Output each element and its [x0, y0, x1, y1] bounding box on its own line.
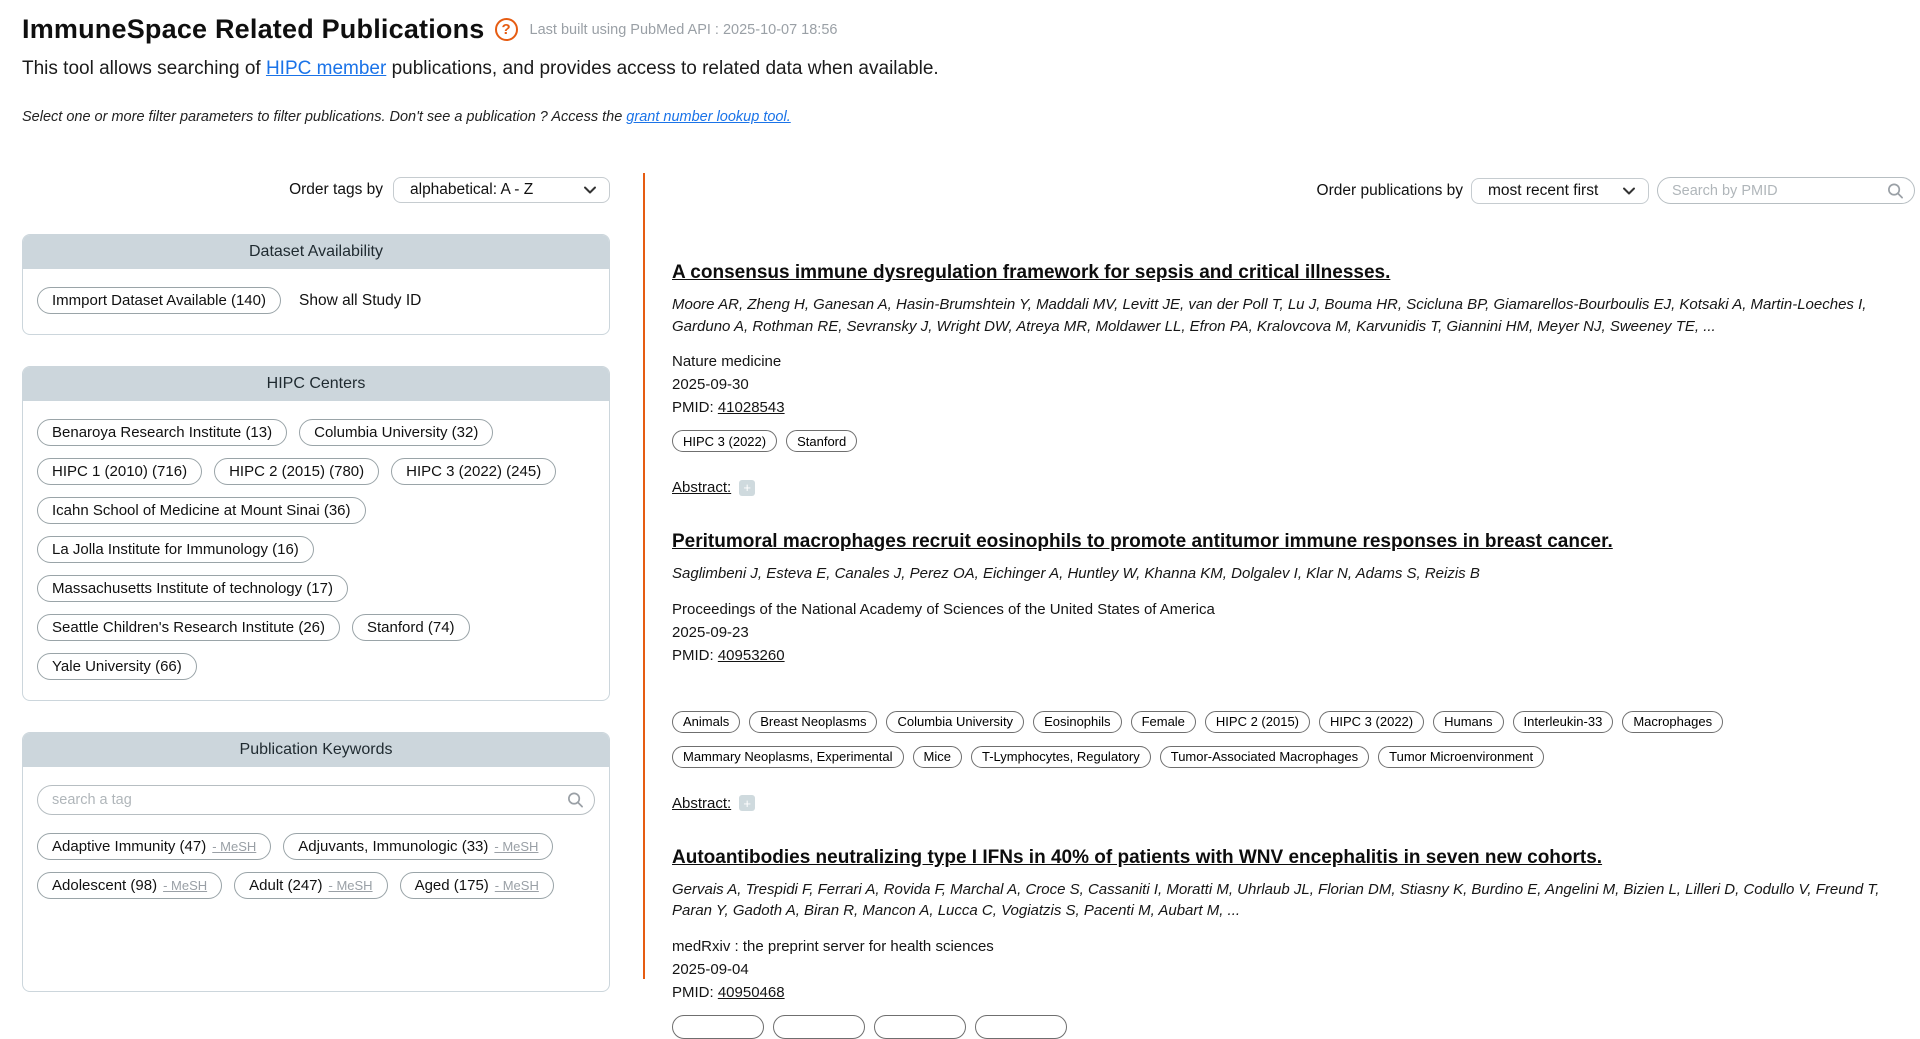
publication-journal: medRxiv : the preprint server for health sciences [672, 935, 1915, 958]
tag-pill-center[interactable]: Yale University (66) [37, 653, 197, 680]
panel-title: Publication Keywords [23, 733, 609, 767]
tag-pill[interactable]: Animals [672, 711, 740, 733]
pmid-link[interactable]: 41028543 [718, 399, 785, 416]
filter-note [22, 109, 1920, 125]
help-icon[interactable]: ? [495, 18, 518, 41]
publication-pmid-row [672, 644, 1915, 667]
publication-authors: Saglimbeni J, Esteva E, Canales J, Perez OA, Eichinger A, Huntley W, Khanna KM, Dolgalev I, Klar N, Adams S, Reizis B [672, 563, 1915, 585]
column-divider [643, 173, 645, 979]
search-icon [567, 792, 584, 809]
tag-pill-center[interactable]: Seattle Children's Research Institute (26) [37, 614, 340, 641]
tag-pill-center[interactable]: Icahn School of Medicine at Mount Sinai (36) [37, 497, 366, 524]
tag-pill[interactable]: Columbia University [886, 711, 1024, 733]
tag-pill[interactable]: Humans [1433, 711, 1503, 733]
keyword-label: Aged (175) [415, 877, 489, 894]
tag-pill[interactable]: HIPC 2 (2015) [1205, 711, 1310, 733]
tag-pill[interactable] [975, 1015, 1067, 1039]
mesh-link[interactable]: - MeSH [163, 878, 207, 893]
mesh-link[interactable]: - MeSH [212, 839, 256, 854]
order-publications-label: Order publications by [1317, 182, 1463, 200]
page-title: ImmuneSpace Related Publications [22, 14, 485, 45]
mesh-link[interactable]: - MeSH [495, 878, 539, 893]
tag-pill-keyword[interactable] [400, 872, 554, 899]
tag-pill-keyword[interactable] [283, 833, 553, 860]
tag-pill-center[interactable]: Stanford (74) [352, 614, 470, 641]
publications-main [672, 177, 1915, 1039]
tag-pill-keyword[interactable] [37, 833, 271, 860]
intro-suffix: publications, and provides access to related data when available. [386, 58, 938, 79]
grant-lookup-link[interactable]: grant number lookup tool. [626, 109, 790, 125]
panel-title: Dataset Availability [23, 235, 609, 269]
publication-journal: Proceedings of the National Academy of Sciences of the United States of America [672, 598, 1915, 621]
build-info: Last built using PubMed API : 2025-10-07 18:56 [530, 22, 838, 38]
keyword-label: Adult (247) [249, 877, 322, 894]
tag-pill-center[interactable]: HIPC 3 (2022) (245) [391, 458, 556, 485]
filters-sidebar [22, 177, 610, 992]
pmid-label: PMID: [672, 984, 714, 1001]
tag-pill[interactable]: T-Lymphocytes, Regulatory [971, 746, 1151, 768]
tag-pill-center[interactable]: Columbia University (32) [299, 419, 493, 446]
pmid-label: PMID: [672, 647, 714, 664]
publication-entry [672, 204, 1915, 496]
abstract-link[interactable]: Abstract: [672, 479, 731, 496]
publication-title-link[interactable]: A consensus immune dysregulation framework for sepsis and critical illnesses. [672, 261, 1390, 285]
tag-pill-keyword[interactable] [234, 872, 387, 899]
tag-pill[interactable]: Tumor-Associated Macrophages [1160, 746, 1369, 768]
abstract-link[interactable]: Abstract: [672, 795, 731, 812]
tag-search-input[interactable] [37, 785, 595, 815]
intro-text [22, 58, 1920, 80]
tag-pill[interactable]: Mammary Neoplasms, Experimental [672, 746, 904, 768]
keyword-label: Adjuvants, Immunologic (33) [298, 838, 488, 855]
panel-title: HIPC Centers [23, 367, 609, 401]
pmid-link[interactable]: 40953260 [718, 647, 785, 664]
publication-entry [672, 496, 1915, 812]
intro-prefix: This tool allows searching of [22, 58, 266, 79]
keyword-label: Adaptive Immunity (47) [52, 838, 206, 855]
hipc-member-link[interactable]: HIPC member [266, 58, 386, 79]
order-publications-select[interactable] [1471, 178, 1649, 204]
tag-pill[interactable] [672, 1015, 764, 1039]
dataset-availability-panel [22, 234, 610, 335]
publication-date: 2025-09-04 [672, 958, 1915, 981]
chevron-down-icon [583, 183, 597, 197]
mesh-link[interactable]: - MeSH [494, 839, 538, 854]
pmid-label: PMID: [672, 399, 714, 416]
pmid-link[interactable]: 40950468 [718, 984, 785, 1001]
note-prefix: Select one or more filter parameters to filter publications. Don't see a publication ? Access the [22, 109, 626, 125]
tag-pill[interactable]: Macrophages [1622, 711, 1723, 733]
tag-pill[interactable]: HIPC 3 (2022) [672, 430, 777, 452]
tag-pill[interactable]: Eosinophils [1033, 711, 1122, 733]
order-tags-value: alphabetical: A - Z [410, 181, 533, 199]
tag-pill[interactable]: Breast Neoplasms [749, 711, 877, 733]
publication-title-link[interactable]: Peritumoral macrophages recruit eosinophils to promote antitumor immune responses in breast cancer. [672, 530, 1613, 554]
order-tags-label: Order tags by [289, 181, 383, 199]
tag-pill[interactable]: Mice [913, 746, 962, 768]
publication-journal: Nature medicine [672, 350, 1915, 373]
tag-pill[interactable]: Stanford [786, 430, 857, 452]
publication-pmid-row [672, 981, 1915, 1004]
tag-pill-center[interactable]: HIPC 2 (2015) (780) [214, 458, 379, 485]
tag-pill[interactable]: HIPC 3 (2022) [1319, 711, 1424, 733]
tag-pill[interactable]: Tumor Microenvironment [1378, 746, 1544, 768]
expand-abstract-icon[interactable]: + [739, 480, 755, 496]
publication-pmid-row [672, 396, 1915, 419]
tag-pill[interactable] [773, 1015, 865, 1039]
tag-pill-center[interactable]: Massachusetts Institute of technology (17) [37, 575, 348, 602]
order-publications-value: most recent first [1488, 182, 1598, 200]
publication-keywords-panel [22, 732, 610, 992]
show-all-study-id[interactable]: Show all Study ID [299, 292, 421, 310]
tag-pill-center[interactable]: Benaroya Research Institute (13) [37, 419, 287, 446]
publication-authors: Moore AR, Zheng H, Ganesan A, Hasin-Brumshtein Y, Maddali MV, Levitt JE, van der Poll T, Lu J, Bouma HR, Scicluna BP, Giamarellos-Bourboulis EJ, Kotsaki A, Martin-Loeches I, Garduno A, Rothman RE, Sevransky J, Wright DW, Atreya MR, Moldawer LL, Efron PA, Kralovcova M, Karvunidis T, Giannini HM, Meyer NJ, Sweeney TE, ... [672, 294, 1915, 338]
page-header [0, 0, 1920, 125]
hipc-centers-panel [22, 366, 610, 701]
tag-pill[interactable] [874, 1015, 966, 1039]
publication-authors: Gervais A, Trespidi F, Ferrari A, Rovida F, Marchal A, Croce S, Cassaniti I, Moratti M, Uhrlaub JL, Florian DM, Stiasny K, Burdino E, Angelini M, Bizien L, Lilleri D, Codullo V, Freund T, Paran Y, Gadoth A, Biran R, Mancon A, Lucca C, Vogiatzis S, Pacenti M, Aubart M, ... [672, 879, 1915, 923]
tag-pill-immport-dataset[interactable]: Immport Dataset Available (140) [37, 287, 281, 314]
pmid-search-input[interactable] [1657, 177, 1915, 204]
tag-pill[interactable]: Female [1131, 711, 1196, 733]
tag-pill-keyword[interactable] [37, 872, 222, 899]
order-tags-select[interactable] [393, 177, 610, 203]
chevron-down-icon [1622, 184, 1636, 198]
keyword-label: Adolescent (98) [52, 877, 157, 894]
publication-date: 2025-09-23 [672, 621, 1915, 644]
mesh-link[interactable]: - MeSH [329, 878, 373, 893]
tag-pill-center[interactable]: La Jolla Institute for Immunology (16) [37, 536, 314, 563]
expand-abstract-icon[interactable]: + [739, 795, 755, 811]
tag-pill-center[interactable]: HIPC 1 (2010) (716) [37, 458, 202, 485]
search-icon [1887, 182, 1904, 199]
publication-date: 2025-09-30 [672, 373, 1915, 396]
tag-pill[interactable]: Interleukin-33 [1513, 711, 1614, 733]
publication-title-link[interactable]: Autoantibodies neutralizing type I IFNs in 40% of patients with WNV encephalitis in seven new cohorts. [672, 846, 1602, 870]
publication-entry [672, 812, 1915, 1039]
